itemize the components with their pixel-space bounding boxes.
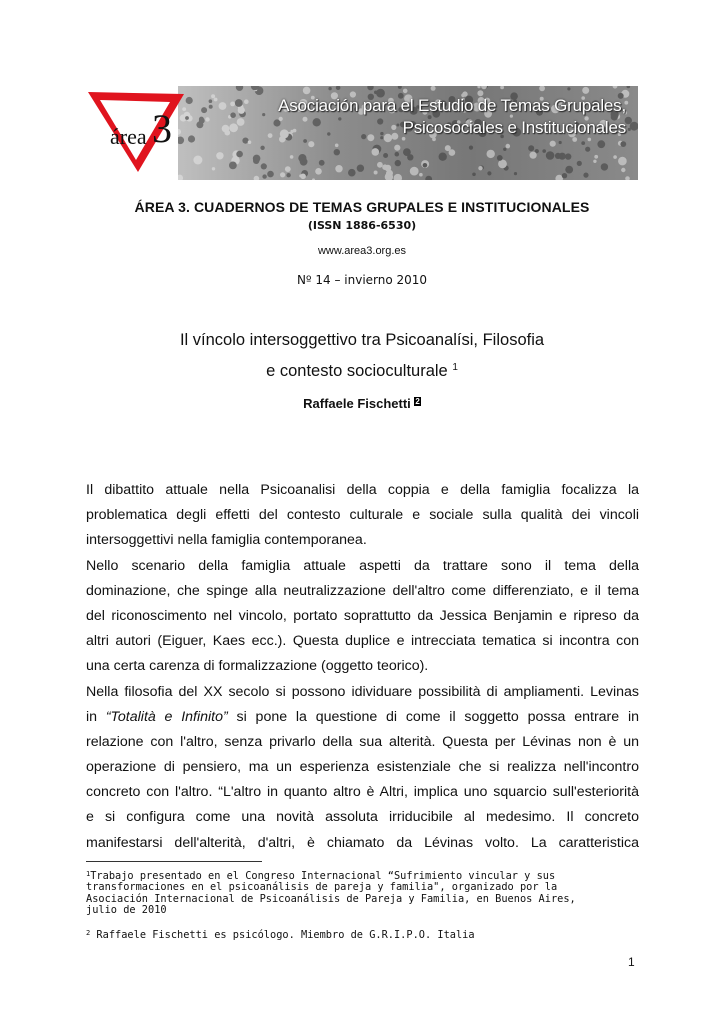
body-line [86, 705, 639, 730]
body-line: Nella filosofia del XX secolo si possono idividuare possibilità di ampliamenti. Levinas [86, 683, 639, 700]
body-line: Il dibattito attuale nella Psicoanalisi della coppia e della famiglia focalizza la [86, 482, 639, 498]
area3-logo [86, 86, 186, 180]
body-line: intersoggettivi nella famiglia contemporanea. [86, 532, 367, 549]
body-line-text: si pone la questione di come il soggetto possa entrare in [236, 708, 639, 725]
body-line: del riconoscimento nel vincolo, portato soprattutto da Jessica Benjamin e ripreso da [86, 607, 639, 624]
body-line: e si configura come una novità assoluta irriducibile al medesimo. Il concreto [86, 809, 639, 826]
body-line: Nello scenario della famiglia attuale aspetti da trattare sono il tema della [86, 557, 639, 574]
banner-line-1: Asociación para el Estudio de Temas Grupales, [278, 96, 626, 115]
footnote-2-text: Raffaele Fischetti es psicólogo. Miembro de G.R.I.P.O. Italia [96, 929, 475, 942]
website-link[interactable]: www.area3.org.es [317, 245, 407, 257]
footnote-divider [86, 861, 262, 862]
article-title-line-2 [0, 362, 724, 381]
svg-text:3: 3 [152, 106, 172, 151]
article-title-line-1: Il víncolo intersoggettivo tra Psicoanalísi, Filosofia [179, 331, 545, 349]
body-line: concreto con l'altro. “L'altro in quanto altro è Altri, implica uno squarcio sull'esteriorità [86, 784, 639, 801]
footnote-ref-1[interactable]: 1 [452, 362, 458, 373]
footnote-2 [86, 928, 626, 941]
banner-line-2: Psicosociales e Institucionales [402, 118, 626, 137]
book-title: “Totalità e Infinito” [105, 708, 228, 725]
footnote-1 [86, 869, 626, 916]
footnote-1-mark: 1 [86, 870, 91, 878]
footnote-1-line: Trabajo presentado en el Congreso Internacional “Sufrimiento vincular y sus [90, 870, 556, 882]
footnote-1-line: julio de 2010 [86, 903, 167, 916]
issn: (ISSN 1886-6530) [307, 219, 417, 232]
body-line: altri autori (Eiguer, Kaes ecc.). Questa duplice e intrecciata tematica si incontra con [86, 633, 639, 650]
footnote-1-line: transformaciones en el psicoanálisis de pareja y familia", organizado por la [86, 881, 558, 894]
article-title-text: e contesto socioculturale [266, 362, 448, 380]
footnote-1-line: Asociación Internacional de Psicoanálisis de Pareja y Familia, en Buenos Aires, [86, 892, 576, 905]
body-line: una certa carenza di formalizzazione (oggetto teorico). [86, 658, 429, 675]
body-line: problematica degli effetti del contesto culturale e sociale sulla qualità dei vincoli [86, 507, 639, 524]
body-line: manifestarsi dell'alterità, d'altri, è chiamato da Lévinas volto. La caratteristica [86, 834, 639, 851]
author-name [0, 396, 724, 411]
svg-text:área: área [110, 124, 147, 149]
body-line-text: in [86, 708, 98, 725]
footnotes [86, 869, 626, 941]
body-line: operazione di pensiero, ma un esperienza esistenziale che si realizza nell'incontro [86, 759, 639, 776]
page-number: 1 [628, 955, 635, 969]
issue-number: Nº 14 – invierno 2010 [296, 273, 428, 287]
body-line: dominazione, che spinge alla neutralizzazione dell'altro come differenziato, e il tema [86, 582, 639, 599]
body-line: relazione con l'altro, senza privarlo della sua alterità. Questa per Lévinas non è un [86, 733, 639, 750]
header-banner [86, 86, 638, 180]
footnote-ref-2[interactable]: 2 [415, 397, 420, 406]
body-text [86, 478, 639, 856]
footnote-2-mark: 2 [86, 929, 91, 938]
journal-title: ÁREA 3. CUADERNOS DE TEMAS GRUPALES E INSTITUCIONALES [134, 199, 590, 215]
author-text: Raffaele Fischetti [303, 396, 411, 411]
